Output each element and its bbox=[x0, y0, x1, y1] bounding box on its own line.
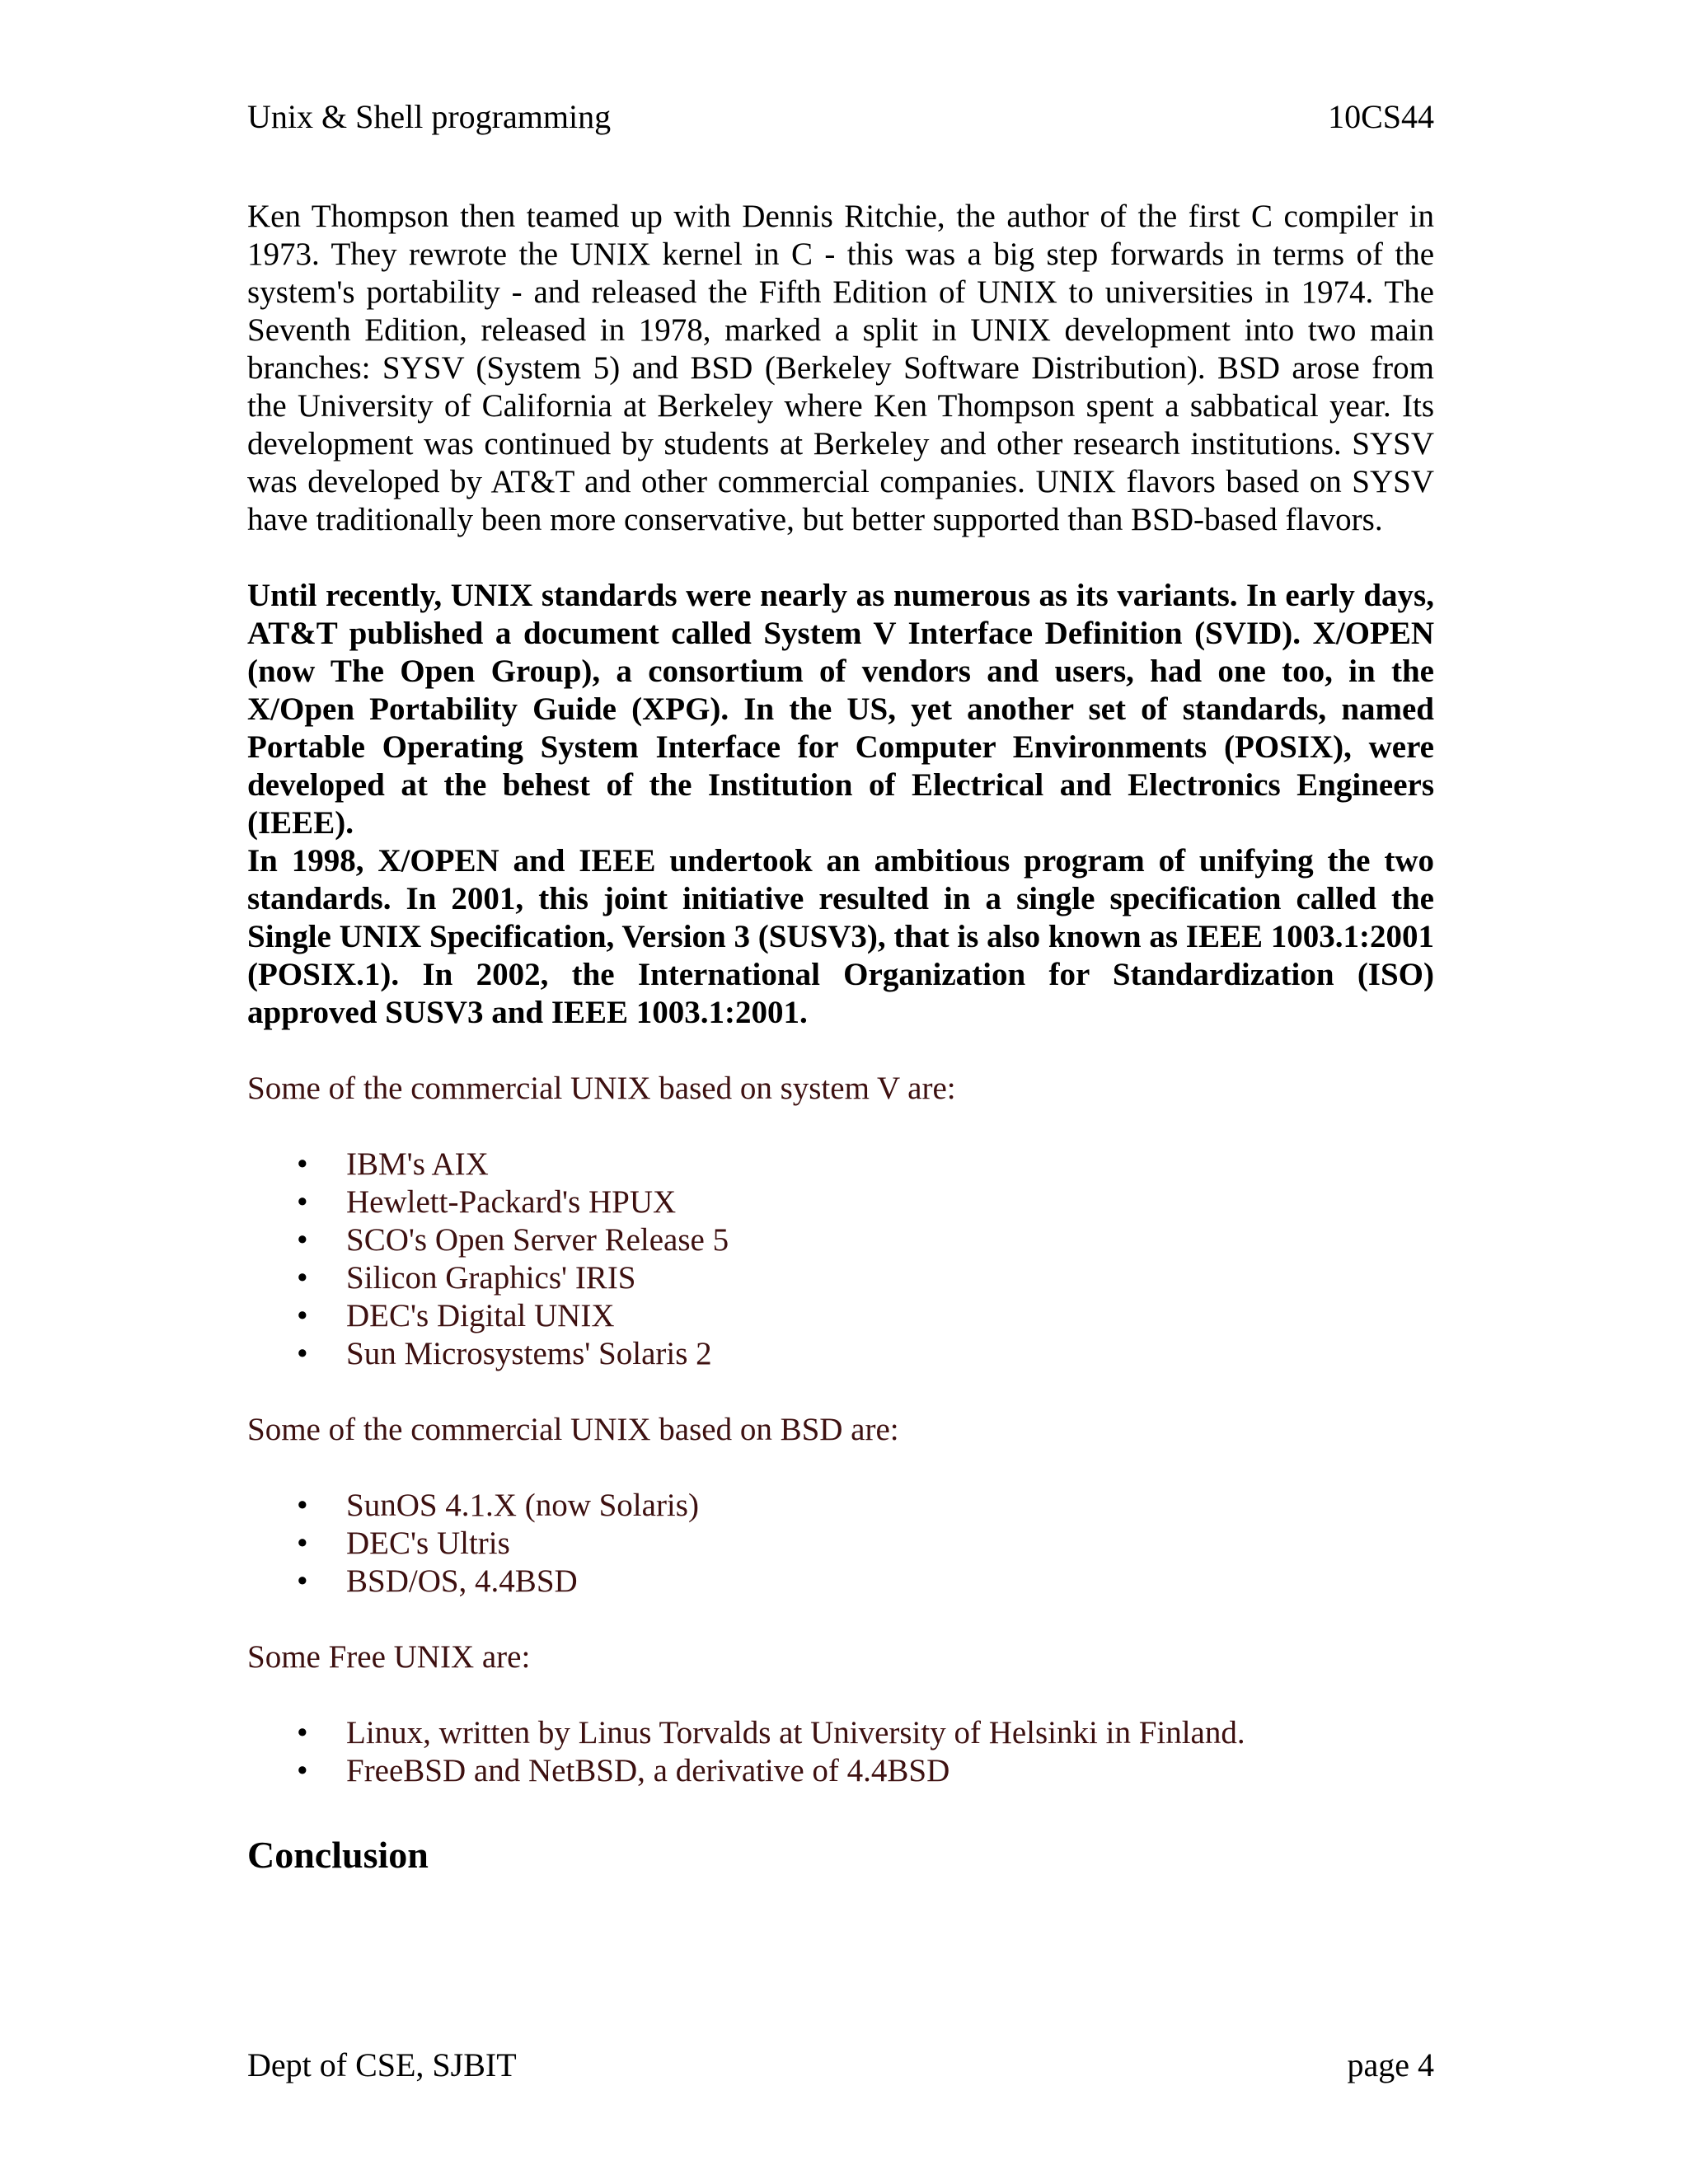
page-footer bbox=[247, 2046, 1434, 2085]
free-list bbox=[247, 1714, 1434, 1790]
history-paragraph: Ken Thompson then teamed up with Dennis Ritchie, the author of the first C compiler in 1973. They rewrote the UNIX kernel in C - this was a big step forwards in terms of the system's portability - and released the Fifth Edition of UNIX to universities in 1974. The Seventh Edition, released in 1978, marked a split in UNIX development into two main branches: SYSV (System 5) and BSD (Berkeley Software Distribution). BSD arose from the University of California at Berkeley where Ken Thompson spent a sabbatical year. Its development was continued by students at Berkeley and other research institutions. SYSV was developed by AT&T and other commercial companies. UNIX flavors based on SYSV have traditionally been more conservative, but better supported than BSD-based flavors. bbox=[247, 199, 1434, 537]
page-content bbox=[247, 198, 1434, 1877]
bullet-icon: • bbox=[297, 1222, 308, 1258]
list-item: • Silicon Graphics' IRIS bbox=[297, 1260, 636, 1296]
systemv-list-intro: Some of the commercial UNIX based on system V are: bbox=[247, 1071, 956, 1106]
bullet-icon: • bbox=[297, 1715, 308, 1750]
bullet-icon: • bbox=[297, 1298, 308, 1333]
list-item: • Sun Microsystems' Solaris 2 bbox=[297, 1336, 712, 1371]
list-item: • SunOS 4.1.X (now Solaris) bbox=[297, 1488, 699, 1523]
list-item: • Linux, written by Linus Torvalds at University of Helsinki in Finland. bbox=[297, 1715, 1245, 1750]
systemv-list bbox=[247, 1146, 1434, 1373]
free-list-intro: Some Free UNIX are: bbox=[247, 1639, 531, 1675]
list-item: • DEC's Ultris bbox=[297, 1526, 510, 1561]
header-course-code: 10CS44 bbox=[1328, 98, 1434, 135]
bsd-list bbox=[247, 1487, 1434, 1601]
bullet-icon: • bbox=[297, 1563, 308, 1599]
list-item: • IBM's AIX bbox=[297, 1146, 489, 1182]
list-item: • SCO's Open Server Release 5 bbox=[297, 1222, 729, 1258]
bullet-icon: • bbox=[297, 1753, 308, 1788]
footer-page-number: page 4 bbox=[1347, 2046, 1434, 2083]
bullet-icon: • bbox=[297, 1488, 308, 1523]
bullet-icon: • bbox=[297, 1146, 308, 1182]
bullet-icon: • bbox=[297, 1336, 308, 1371]
list-item: • FreeBSD and NetBSD, a derivative of 4.4BSD bbox=[297, 1753, 950, 1788]
list-item: • Hewlett-Packard's HPUX bbox=[297, 1184, 677, 1220]
header-course-title: Unix & Shell programming bbox=[247, 98, 612, 135]
bullet-icon: • bbox=[297, 1526, 308, 1561]
bsd-list-intro: Some of the commercial UNIX based on BSD are: bbox=[247, 1412, 899, 1447]
bullet-icon: • bbox=[297, 1260, 308, 1296]
page-header bbox=[247, 97, 1434, 137]
list-item: • BSD/OS, 4.4BSD bbox=[297, 1563, 578, 1599]
footer-department: Dept of CSE, SJBIT bbox=[247, 2046, 517, 2083]
bullet-icon: • bbox=[297, 1184, 308, 1220]
unification-paragraph: In 1998, X/OPEN and IEEE undertook an ambitious program of unifying the two standards. In 2001, this joint initiative resulted in a single specification called the Single UNIX Specification, Version 3 (SUSV3), that is also known as IEEE 1003.1:2001 (POSIX.1). In 2002, the International Organization for Standardization (ISO) approved SUSV3 and IEEE 1003.1:2001. bbox=[247, 843, 1434, 1030]
list-item: • DEC's Digital UNIX bbox=[297, 1298, 615, 1333]
standards-paragraph: Until recently, UNIX standards were nearly as numerous as its variants. In early days, AT&T published a document called System V Interface Definition (SVID). X/OPEN (now The Open Group), a consortium of vendors and users, had one too, in the X/Open Portability Guide (XPG). In the US, yet another set of standards, named Portable Operating System Interface for Computer Environments (POSIX), were developed at the behest of the Institution of Electrical and Electronics Engineers (IEEE). bbox=[247, 578, 1434, 841]
section-title-conclusion: Conclusion bbox=[247, 1834, 429, 1876]
